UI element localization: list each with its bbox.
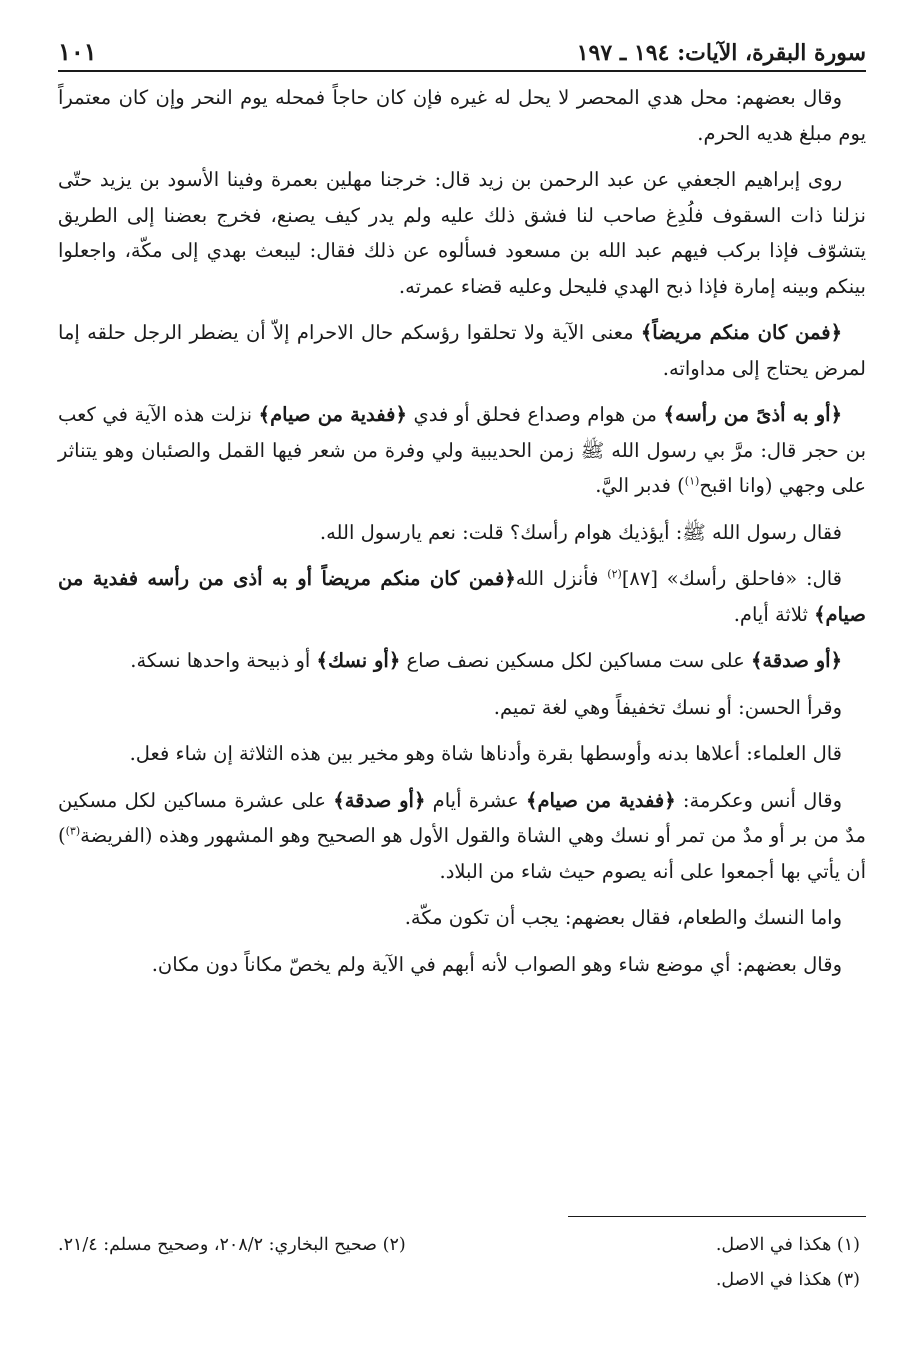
running-header	[58, 26, 866, 72]
text-run: على عشرة مساكين لكل مسكين مدٌ من بر أو مدٌ من تمر أو نسك وهي الشاة والقول الأول هو الصحيح وهو المشهور وهذه (الفريضة	[58, 788, 866, 847]
paragraph	[58, 515, 866, 551]
surah-title: سورة البقرة، الآيات: ١٩٤ ـ ١٩٧	[576, 40, 866, 66]
footnote-divider	[568, 1216, 866, 1217]
footnote-ref: (١)	[684, 474, 700, 488]
footnote-ref: (٣)	[65, 824, 81, 838]
quran-quote: ﴿ففدية من صيام﴾	[258, 403, 407, 426]
text-run: أو ذبيحة واحدها نسكة.	[130, 649, 317, 672]
paragraph	[58, 900, 866, 936]
text-run: من هوام وصداع فحلق أو فدي	[406, 403, 664, 426]
text-run: ) أن يأتي بها أجمعوا على أنه يصوم حيث شاء من البلاد.	[58, 824, 866, 883]
quran-quote: ﴿ففدية من صيام﴾	[526, 788, 676, 812]
text-run: ) فدبر اليَّ.	[595, 474, 685, 497]
text-run: وقال أنس وعكرمة:	[675, 788, 843, 812]
footnotes	[58, 1228, 860, 1298]
quran-quote: ﴿أو صدقة﴾	[333, 788, 426, 812]
page-number: ١٠١	[58, 37, 97, 66]
text-run: قال العلماء: أعلاها بدنه وأوسطها بقرة وأدناها شاة وهو مخير بين هذه الثلاثة إن شاء فعل.	[129, 742, 842, 765]
text-run: نزلت هذه الآية في كعب بن حجر قال: مرَّ بي رسول الله ﷺ زمن الحديبية ولي وفرة من شعر فيها القمل والصئبان وهو يتناثر على وجهي (وانا اقبح	[58, 403, 866, 497]
footnote-3: (٣) هكذا في الاصل.	[715, 1270, 860, 1290]
text-run: على ست مساكين لكل مسكين نصف صاع	[400, 649, 751, 672]
paragraph	[58, 561, 866, 632]
footnote-ref: (٢)	[607, 567, 622, 581]
quran-quote: ﴿فمن كان منكم مريضاً أو به أذى من رأسه ففدية من صيام﴾	[58, 567, 866, 626]
text-run: معنى الآية ولا تحلقوا رؤسكم حال الاحرام إلاّ أن يضطر الرجل حلقه إما لمرض يحتاج إلى مداواته.	[58, 321, 866, 380]
text-run: وقال بعضهم: محل هدي المحصر لا يحل له غيره فإن كان حاجاً فمحله يوم النحر وإن كان معتمراً يوم مبلغ هديه الحرم.	[58, 86, 866, 145]
quran-quote: ﴿أو به أذىً من رأسه﴾	[663, 403, 842, 426]
text-run: قال: «فاحلق رأسك» [٨٧]	[621, 567, 842, 590]
text-run: واما النسك والطعام، فقال بعضهم: يجب أن تكون مكّة.	[404, 906, 842, 929]
quran-quote: ﴿أو صدقة﴾	[750, 649, 842, 672]
paragraph	[58, 690, 866, 726]
paragraph	[58, 397, 866, 504]
text-run: فأنزل الله	[515, 567, 608, 590]
paragraph	[58, 736, 866, 772]
text-run: عشرة أيام	[425, 788, 527, 812]
paragraph	[58, 783, 866, 890]
paragraph	[58, 80, 866, 151]
main-text	[58, 80, 866, 993]
paragraph	[58, 162, 866, 304]
paragraph	[58, 947, 866, 983]
paragraph	[58, 643, 866, 679]
footnote-1: (١) هكذا في الاصل.	[715, 1235, 860, 1255]
text-run: فقال رسول الله ﷺ: أيؤذيك هوام رأسك؟ قلت: نعم يارسول الله.	[319, 520, 842, 544]
footnote-row	[58, 1228, 860, 1263]
text-run: وقال بعضهم: أي موضع شاء وهو الصواب لأنه أبهم في الآية ولم يخصّ مكاناً دون مكان.	[151, 952, 842, 976]
text-run: ثلاثة أيام.	[733, 602, 815, 626]
quran-quote: ﴿أو نسك﴾	[316, 649, 401, 672]
footnote-2: (٢) صحيح البخاري: ٢٠٨/٢، وصحيح مسلم: ٢١/٤.	[58, 1235, 406, 1255]
quran-quote: ﴿فمن كان منكم مريضاً﴾	[640, 321, 842, 344]
paragraph	[58, 315, 866, 386]
footnote-row	[58, 1263, 860, 1298]
text-run: روى إبراهيم الجعفي عن عبد الرحمن بن زيد قال: خرجنا مهلين بعمرة وفينا الأسود بن يزيد حتّى نزلنا ذات السقوف فلُدِغ صاحب لنا فشق ذلك عليه ولم يدر كيف يصنع، فخرج بعضنا إلى الطريق يتشوّف فإذا بركب فيهم عبد الله بن مسعود فسألوه عن ذلك فقال: ليبعث بهدي إلى مكّة، واجعلوا بينكم وبينه إمارة فإذا ذبح الهدي فليحل وعليه قضاء عمرته.	[58, 168, 866, 298]
text-run: وقرأ الحسن: أو نسك تخفيفاً وهي لغة تميم.	[493, 695, 842, 719]
